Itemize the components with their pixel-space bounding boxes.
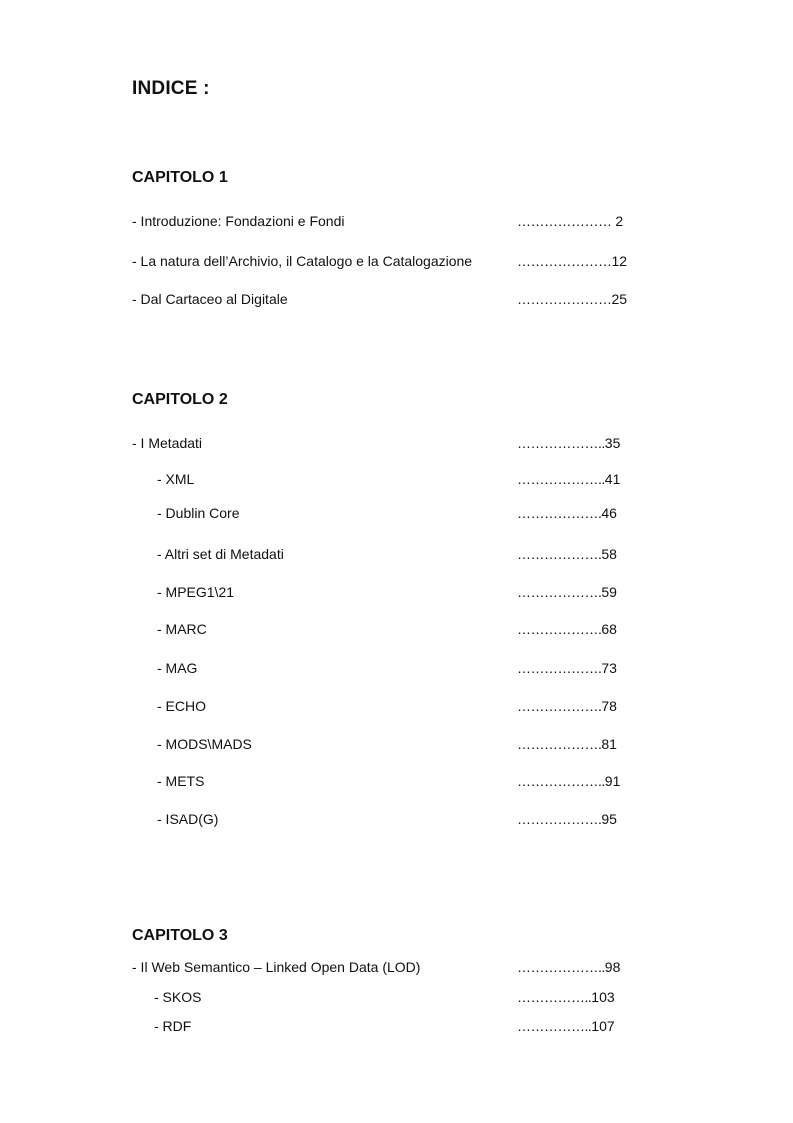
toc-entry-leader	[517, 291, 627, 307]
toc-entry-label: - MODS\MADS	[157, 736, 252, 752]
toc-entry-label: - ISAD(G)	[157, 811, 219, 827]
toc-entry-page: 2	[611, 213, 624, 229]
toc-entry-page: 78	[601, 698, 617, 714]
toc-entry-leader	[517, 736, 617, 752]
toc-entry-page: 81	[601, 736, 617, 752]
toc-entry-leader	[517, 435, 620, 451]
toc-entry-label: - La natura dell’Archivio, il Catalogo e la Catalogazione	[132, 253, 473, 269]
toc-entry-leader	[517, 698, 617, 714]
toc-entry-leader	[517, 811, 617, 827]
toc-entry-page: 59	[601, 584, 617, 600]
toc-entry-leader	[517, 773, 620, 789]
toc-entry-label: - Il Web Semantico – Linked Open Data (LOD)	[132, 959, 421, 975]
toc-entry-leader	[517, 1018, 615, 1034]
toc-entry	[0, 1018, 793, 1038]
toc-entry	[0, 546, 793, 566]
toc-entry	[0, 505, 793, 525]
leader-dots: …………………	[517, 253, 612, 269]
leader-dots: ……………….	[517, 811, 602, 827]
toc-entry-label: - SKOS	[154, 989, 202, 1005]
toc-entry-page: 91	[604, 773, 621, 789]
toc-entry	[0, 736, 793, 756]
toc-entry	[0, 773, 793, 793]
leader-dots: ……………….	[517, 505, 602, 521]
leader-dots: ……………..	[517, 989, 592, 1005]
toc-entry	[0, 435, 793, 455]
toc-entry-label: - I Metadati	[132, 435, 203, 451]
toc-entry	[0, 811, 793, 831]
toc-entry-label: - Dal Cartaceo al Digitale	[132, 291, 288, 307]
toc-entry	[0, 660, 793, 680]
toc-entry-label: - XML	[157, 471, 195, 487]
toc-entry-label: - RDF	[154, 1018, 192, 1034]
leader-dots: ……………….	[517, 698, 602, 714]
toc-entry-leader	[517, 505, 617, 521]
toc-entry-page: 103	[591, 989, 615, 1005]
leader-dots: ………………..	[517, 959, 605, 975]
toc-entry-page: 46	[601, 505, 617, 521]
leader-dots: ………………..	[517, 471, 605, 487]
leader-dots: …………………	[517, 291, 612, 307]
toc-entry-leader	[517, 546, 617, 562]
toc-entry-label: - MPEG1\21	[157, 584, 235, 600]
toc-entry-label: - Dublin Core	[157, 505, 240, 521]
chapter-3-heading: CAPITOLO 3	[132, 927, 228, 944]
toc-entry-page: 58	[601, 546, 617, 562]
toc-entry-page: 107	[591, 1018, 615, 1034]
toc-entry-leader	[517, 253, 627, 269]
toc-entry-leader	[517, 213, 623, 229]
toc-entry-leader	[517, 989, 615, 1005]
leader-dots: ……………..	[517, 1018, 592, 1034]
toc-entry-leader	[517, 660, 617, 676]
toc-entry	[0, 213, 793, 233]
toc-entry-label: - ECHO	[157, 698, 206, 714]
toc-entry-label: - MARC	[157, 621, 207, 637]
leader-dots: ………………..	[517, 435, 605, 451]
toc-entry	[0, 253, 793, 273]
toc-entry	[0, 291, 793, 311]
leader-dots: …………………	[517, 213, 612, 229]
toc-entry-label: - METS	[157, 773, 205, 789]
toc-entry-page: 35	[604, 435, 621, 451]
toc-entry-label: - MAG	[157, 660, 198, 676]
leader-dots: ……………….	[517, 736, 602, 752]
toc-entry-leader	[517, 959, 620, 975]
toc-entry-label: - Altri set di Metadati	[157, 546, 284, 562]
toc-entry	[0, 989, 793, 1009]
toc-entry-page: 25	[611, 291, 628, 307]
chapter-1-heading: CAPITOLO 1	[132, 169, 228, 186]
toc-entry-page: 68	[601, 621, 617, 637]
toc-entry-page: 12	[611, 253, 628, 269]
toc-entry-page: 98	[604, 959, 621, 975]
leader-dots: ……………….	[517, 660, 602, 676]
leader-dots: ……………….	[517, 546, 602, 562]
toc-entry-label: - Introduzione: Fondazioni e Fondi	[132, 213, 345, 229]
toc-entry-page: 73	[601, 660, 617, 676]
leader-dots: ………………..	[517, 773, 605, 789]
toc-entry-page: 95	[601, 811, 617, 827]
toc-entry-leader	[517, 621, 617, 637]
toc-entry	[0, 959, 793, 979]
toc-entry-leader	[517, 584, 617, 600]
toc-entry	[0, 698, 793, 718]
toc-entry-leader	[517, 471, 620, 487]
toc-entry	[0, 584, 793, 604]
document-title: INDICE :	[132, 78, 210, 99]
leader-dots: ……………….	[517, 584, 602, 600]
leader-dots: ……………….	[517, 621, 602, 637]
toc-entry	[0, 471, 793, 491]
toc-entry	[0, 621, 793, 641]
chapter-2-heading: CAPITOLO 2	[132, 391, 228, 408]
toc-entry-page: 41	[604, 471, 621, 487]
